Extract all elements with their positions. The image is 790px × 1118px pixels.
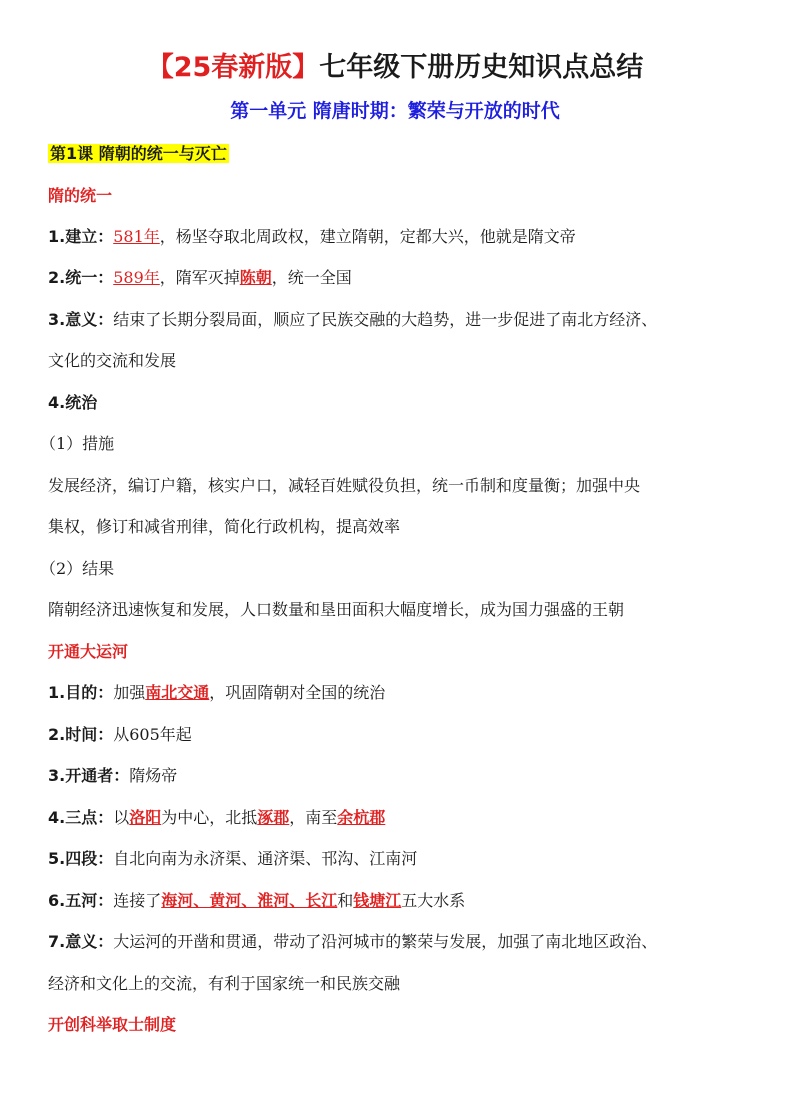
item-label: 3.开通者：: [48, 766, 130, 785]
item-text: 结束了长期分裂局面，顺应了民族交融的大趋势，进一步促进了南北方经济、: [113, 310, 658, 329]
item-label: 7.意义：: [48, 932, 114, 951]
measures-text-cont: 集权，修订和减省刑律，简化行政机构，提高效率: [48, 517, 401, 536]
canal-item-5: [48, 847, 754, 871]
unification-item-4: [48, 391, 754, 415]
unification-item-3: [48, 308, 754, 332]
unification-item-2: [48, 266, 754, 290]
canal-item-1: [48, 681, 754, 705]
key-term: 钱塘江: [353, 891, 402, 910]
key-term: 589年: [113, 268, 160, 287]
section-heading-canal: 开通大运河: [48, 642, 129, 661]
key-term: 余杭郡: [337, 808, 386, 827]
canal-item-7: [48, 930, 754, 954]
item-text: 隋炀帝: [129, 766, 178, 785]
item-text: 连接了: [113, 891, 162, 910]
item-label: 2.统一：: [48, 268, 114, 287]
section-heading-exam: 开创科举取士制度: [48, 1015, 177, 1034]
title-main: 七年级下册历史知识点总结: [319, 52, 644, 83]
unification-item-3-cont: 文化的交流和发展: [48, 351, 177, 370]
canal-item-4: [48, 806, 754, 830]
item-label: 1.建立：: [48, 227, 114, 246]
item-label: 4.统治: [48, 393, 98, 412]
key-term: 海河、黄河、淮河、长江: [161, 891, 338, 910]
page-title: [0, 48, 790, 88]
result-text: 隋朝经济迅速恢复和发展，人口数量和垦田面积大幅度增长，成为国力强盛的王朝: [48, 600, 625, 619]
key-term: 陈朝: [239, 268, 272, 287]
key-term: 洛阳: [129, 808, 162, 827]
item-text: 和: [337, 891, 354, 910]
item-text: 加强: [113, 683, 146, 702]
item-label: 2.时间：: [48, 725, 114, 744]
measures-text: 发展经济，编订户籍，核实户口，减轻百姓赋役负担，统一币制和度量衡；加强中央: [48, 476, 641, 495]
item-label: 5.四段：: [48, 849, 114, 868]
section-heading-unification: 隋的统一: [48, 186, 113, 205]
item-text: 为中心，北抵: [161, 808, 258, 827]
key-term: 581年: [113, 227, 160, 246]
canal-item-6: [48, 889, 754, 913]
unification-item-1: [48, 225, 754, 249]
item-text: ，南至: [289, 808, 338, 827]
key-term: 南北交通: [145, 683, 210, 702]
canal-item-3: [48, 764, 754, 788]
item-text: ，杨坚夺取北周政权，建立隋朝，定都大兴，他就是隋文帝: [159, 227, 576, 246]
item-text: 从605年起: [113, 725, 192, 744]
item-text: ，巩固隋朝对全国的统治: [209, 683, 386, 702]
title-highlight: 【25春新版】: [146, 52, 320, 83]
item-text: ，统一全国: [271, 268, 352, 287]
lesson-heading-line: [48, 142, 754, 166]
item-label: 6.五河：: [48, 891, 114, 910]
item-text: ，隋军灭掉: [159, 268, 240, 287]
item-label: 3.意义：: [48, 310, 114, 329]
result-label: （2）结果: [40, 559, 115, 578]
item-text: 以: [113, 808, 130, 827]
item-text: 自北向南为永济渠、通济渠、邗沟、江南河: [113, 849, 418, 868]
item-text: 五大水系: [401, 891, 466, 910]
lesson-title: 第1课 隋朝的统一与灭亡: [50, 144, 227, 163]
unit-title: 第一单元 隋唐时期：繁荣与开放的时代: [230, 100, 560, 122]
item-label: 1.目的：: [48, 683, 114, 702]
canal-item-7-cont: 经济和文化上的交流，有利于国家统一和民族交融: [48, 974, 401, 993]
item-label: 4.三点：: [48, 808, 114, 827]
canal-item-2: [48, 723, 754, 747]
measures-label: （1）措施: [40, 434, 115, 453]
item-text: 大运河的开凿和贯通，带动了沿河城市的繁荣与发展，加强了南北地区政治、: [113, 932, 658, 951]
key-term: 涿郡: [257, 808, 290, 827]
